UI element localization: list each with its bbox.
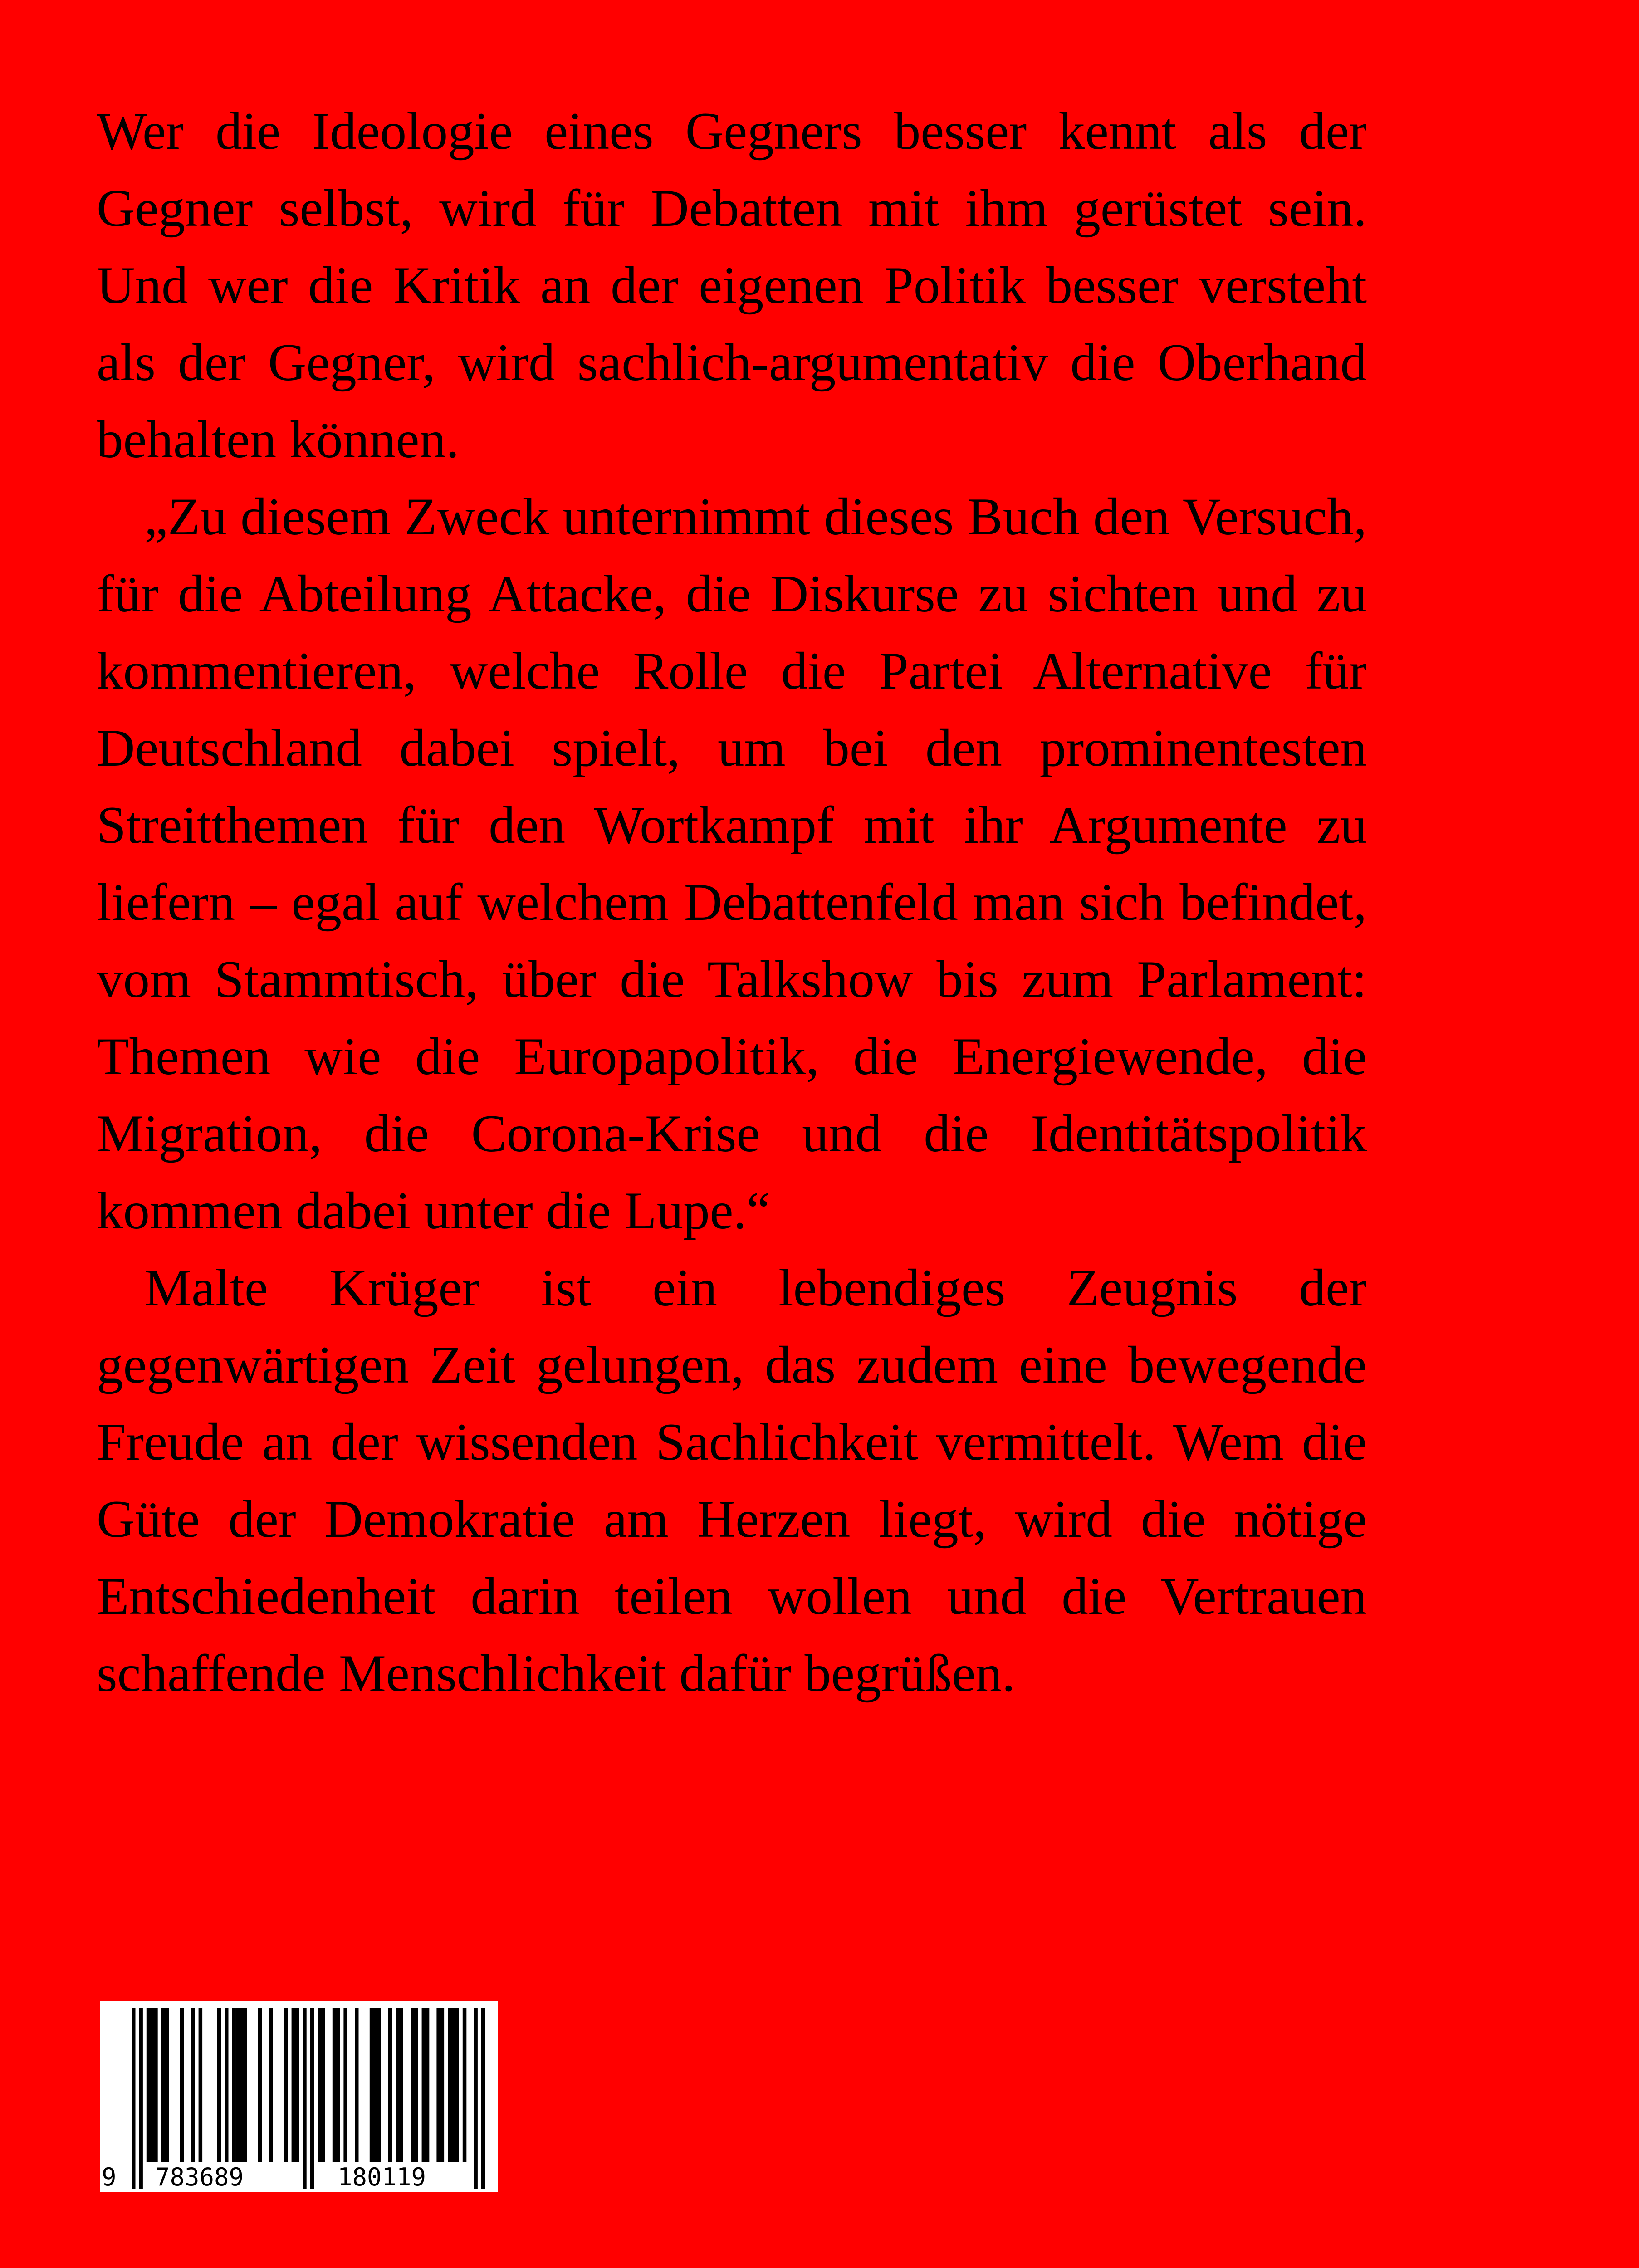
barcode-bar: [448, 2008, 452, 2162]
barcode-bar: [399, 2008, 403, 2162]
barcode-bar: [225, 2008, 229, 2162]
barcode-bar: [161, 2008, 166, 2162]
barcode-bar: [191, 2008, 195, 2162]
barcode-bar: [292, 2008, 296, 2162]
barcode-digits: [100, 2165, 498, 2190]
barcode-bar: [310, 2008, 314, 2189]
barcode-bar: [426, 2008, 430, 2162]
barcode-bar: [451, 2008, 455, 2162]
barcode-bar: [236, 2008, 240, 2162]
barcode-bar: [258, 2008, 262, 2162]
barcode-right-group: 180119: [336, 2165, 428, 2190]
blurb-paragraph-3: Malte Krüger ist ein lebendiges Zeugnis der gegenwärtigen Zeit gelungen, das zudem eine bewegende Freude an der wissenden Sachlichkeit vermittelt. Wem die Güte der Demokratie am Herzen liegt, wird die nötige Entschiedenheit darin teilen wollen und die Vertrauen schaffende Menschlichkeit dafür begrüßen.: [97, 1259, 1367, 1703]
barcode-bar: [474, 2008, 478, 2189]
isbn-barcode: [100, 2001, 498, 2192]
blurb-text: [97, 93, 1367, 1712]
barcode-bar: [165, 2008, 169, 2162]
barcode-bar: [269, 2008, 273, 2162]
barcode-bar: [243, 2008, 247, 2162]
barcode-bar: [411, 2008, 415, 2162]
barcode-bar: [422, 2008, 426, 2162]
barcode-bar: [455, 2008, 459, 2162]
barcode-bar: [240, 2008, 244, 2162]
barcode-bar: [463, 2008, 467, 2162]
barcode-first-digit: 9: [100, 2165, 118, 2190]
barcode-left-group: 783689: [153, 2165, 245, 2190]
blurb-paragraph-1: Wer die Ideologie eines Gegners besser kennt als der Gegner selbst, wird für Debatten mit ihm gerüstet sein. Und wer die Kritik an der eigenen Politik besser versteht als der Gegner, wird sachlich-argumentativ die Oberhand behalten können.: [97, 102, 1367, 469]
barcode-bar: [139, 2008, 143, 2189]
barcode-bar: [180, 2008, 184, 2162]
barcode-bar: [295, 2008, 299, 2162]
barcode-bar: [481, 2008, 485, 2189]
barcode-bar: [321, 2008, 325, 2162]
barcode-bar: [150, 2008, 154, 2162]
barcode-bar: [318, 2008, 322, 2162]
barcode-bar: [217, 2008, 221, 2162]
barcode-bar: [147, 2008, 151, 2162]
barcode-bar: [436, 2008, 440, 2162]
barcode-bar: [333, 2008, 337, 2162]
barcode-bar: [154, 2008, 158, 2162]
barcode-bar: [199, 2008, 203, 2162]
barcode-bar: [396, 2008, 400, 2162]
barcode-bar: [440, 2008, 445, 2162]
barcode-bar: [370, 2008, 374, 2162]
barcode-bar: [336, 2008, 340, 2162]
barcode-bar: [343, 2008, 347, 2162]
barcode-bar: [232, 2008, 236, 2162]
barcode-bar: [355, 2008, 359, 2162]
barcode-bar: [132, 2008, 136, 2189]
barcode-bar: [377, 2008, 381, 2162]
barcode-bar: [388, 2008, 392, 2162]
barcode-bar: [414, 2008, 418, 2162]
barcode-bar: [284, 2008, 288, 2162]
barcode-bar: [303, 2008, 307, 2189]
blurb-paragraph-2: „Zu diesem Zweck unternimmt dieses Buch den Versuch, für die Abteilung Attacke, die Diskurse zu sichten und zu kommentieren, welche Rolle die Partei Alternative für Deutschland dabei spielt, um bei den prominentesten Streitthemen für den Wortkampf mit ihr Argumente zu liefern – egal auf welchem Debattenfeld man sich befindet, vom Stammtisch, über die Talkshow bis zum Parlament: Themen wie die Europapolitik, die Energiewende, die Migration, die Corona-Krise und die Identitätspolitik kommen dabei unter die Lupe.“: [97, 488, 1367, 1240]
barcode-bar: [373, 2008, 377, 2162]
